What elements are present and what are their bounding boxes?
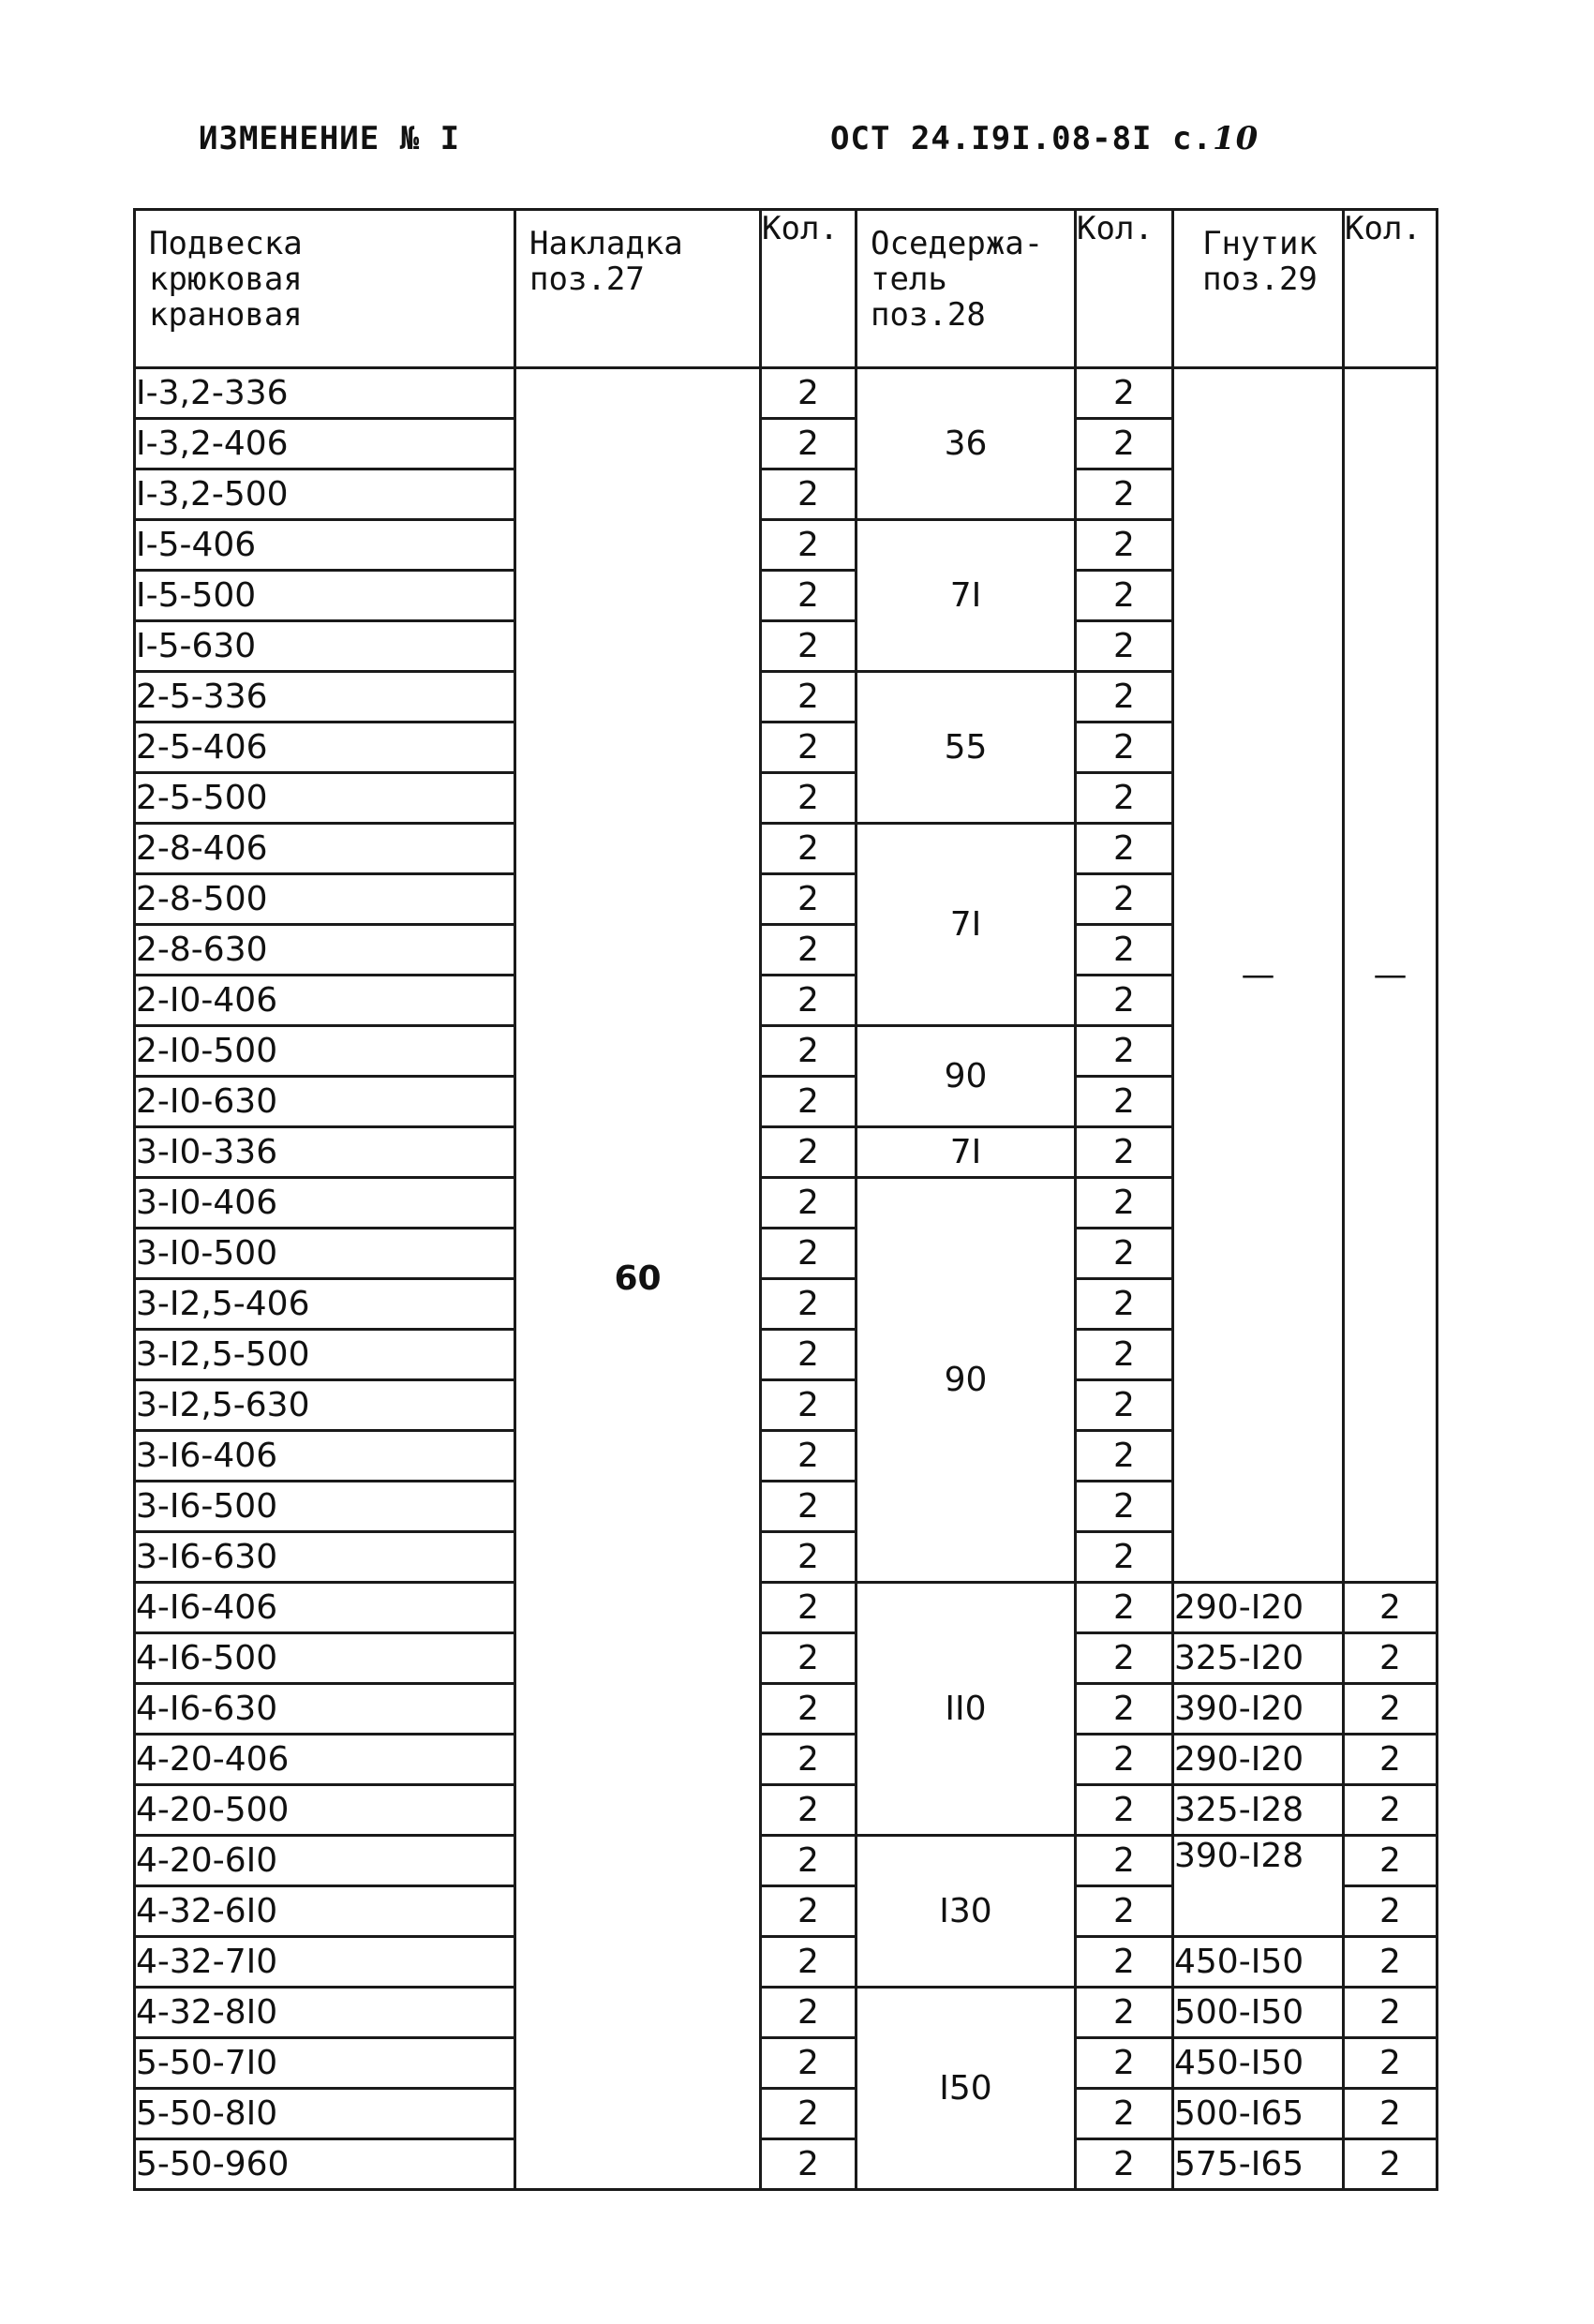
- axle-holder-qty: 2: [1076, 1684, 1173, 1735]
- axle-holder-value: 7I: [857, 520, 1076, 672]
- table-body: [135, 368, 1438, 2190]
- axle-holder-qty: 2: [1076, 1229, 1173, 1279]
- table-row: [135, 1735, 1438, 1785]
- col-header-plate: Накладка поз.27: [515, 210, 761, 368]
- suspension-designation: 3-I2,5-500: [135, 1330, 515, 1380]
- axle-holder-qty: 2: [1076, 773, 1173, 824]
- bent-part-value: 325-I28: [1173, 1785, 1344, 1836]
- standard-code: ОСТ 24.I9I.08-8I с.: [830, 120, 1213, 157]
- axle-holder-qty: 2: [1076, 1937, 1173, 1988]
- plate-qty: 2: [761, 2139, 857, 2190]
- bent-part-value: 325-I20: [1173, 1633, 1344, 1684]
- suspension-designation: 4-32-8I0: [135, 1988, 515, 2038]
- plate-qty: 2: [761, 1482, 857, 1532]
- plate-qty: 2: [761, 419, 857, 469]
- axle-holder-value: 55: [857, 672, 1076, 824]
- axle-holder-qty: 2: [1076, 419, 1173, 469]
- axle-holder-value: 90: [857, 1178, 1076, 1583]
- bent-part-qty: 2: [1344, 1684, 1438, 1735]
- plate-qty: 2: [761, 469, 857, 520]
- table-row: [135, 1785, 1438, 1836]
- bent-part-qty: 2: [1344, 1937, 1438, 1988]
- suspension-designation: 4-20-6I0: [135, 1836, 515, 1886]
- document-header-change: ИЗМЕНЕНИЕ № I: [199, 120, 461, 157]
- plate-qty: 2: [761, 1633, 857, 1684]
- plate-qty: 2: [761, 723, 857, 773]
- axle-holder-qty: 2: [1076, 1735, 1173, 1785]
- plate-qty: 2: [761, 1988, 857, 2038]
- bent-part-qty: 2: [1344, 1988, 1438, 2038]
- table-header-row: [135, 210, 1438, 368]
- plate-qty: 2: [761, 1279, 857, 1330]
- suspension-designation: 3-I0-336: [135, 1127, 515, 1178]
- col-header-qty-1: Кол.: [761, 210, 857, 368]
- axle-holder-qty: 2: [1076, 2038, 1173, 2089]
- plate-qty: 2: [761, 520, 857, 571]
- suspension-designation: 5-50-8I0: [135, 2089, 515, 2139]
- suspension-designation: 4-I6-500: [135, 1633, 515, 1684]
- axle-holder-qty: 2: [1076, 621, 1173, 672]
- plate-qty: 2: [761, 1380, 857, 1431]
- plate-qty: 2: [761, 1532, 857, 1583]
- axle-holder-qty: 2: [1076, 368, 1173, 419]
- bent-part-dash: —: [1173, 368, 1344, 1583]
- plate-qty: 2: [761, 824, 857, 874]
- suspension-designation: 3-I6-406: [135, 1431, 515, 1482]
- col-header-axle-holder: Оседержа- тель поз.28: [857, 210, 1076, 368]
- bent-part-qty-dash: —: [1344, 368, 1438, 1583]
- bent-part-qty: 2: [1344, 1633, 1438, 1684]
- plate-qty: 2: [761, 1229, 857, 1279]
- bent-part-qty: 2: [1344, 2089, 1438, 2139]
- document-header-standard: [830, 120, 1259, 157]
- suspension-designation: 2-5-336: [135, 672, 515, 723]
- plate-qty: 2: [761, 2038, 857, 2089]
- bent-part-value: 390-I20: [1173, 1684, 1344, 1735]
- col-header-qty-2: Кол.: [1076, 210, 1173, 368]
- plate-qty: 2: [761, 1583, 857, 1633]
- suspension-designation: 4-32-6I0: [135, 1886, 515, 1937]
- bent-part-value: 450-I50: [1173, 2038, 1344, 2089]
- suspension-designation: 2-I0-630: [135, 1077, 515, 1127]
- plate-qty: 2: [761, 773, 857, 824]
- plate-value: 60: [515, 368, 761, 2190]
- plate-qty: 2: [761, 1836, 857, 1886]
- bent-part-value: 500-I65: [1173, 2089, 1344, 2139]
- axle-holder-qty: 2: [1076, 925, 1173, 976]
- axle-holder-qty: 2: [1076, 1886, 1173, 1937]
- table-row: [135, 2139, 1438, 2190]
- suspension-designation: 3-I0-406: [135, 1178, 515, 1229]
- axle-holder-qty: 2: [1076, 1330, 1173, 1380]
- suspension-designation: I-5-500: [135, 571, 515, 621]
- axle-holder-qty: 2: [1076, 1077, 1173, 1127]
- bent-part-value: 575-I65: [1173, 2139, 1344, 2190]
- plate-qty: 2: [761, 1077, 857, 1127]
- axle-holder-qty: 2: [1076, 2089, 1173, 2139]
- table-row: [135, 1633, 1438, 1684]
- table-row: [135, 1836, 1438, 1886]
- bent-part-qty: 2: [1344, 1836, 1438, 1886]
- parts-table: [133, 208, 1438, 2191]
- axle-holder-value: I30: [857, 1836, 1076, 1988]
- suspension-designation: 3-I6-630: [135, 1532, 515, 1583]
- suspension-designation: 2-8-406: [135, 824, 515, 874]
- plate-qty: 2: [761, 1330, 857, 1380]
- bent-part-qty: 2: [1344, 2038, 1438, 2089]
- bent-part-value: 500-I50: [1173, 1988, 1344, 2038]
- col-header-bent-part: Гнутик поз.29: [1173, 210, 1344, 368]
- suspension-designation: 2-5-500: [135, 773, 515, 824]
- axle-holder-value: 7I: [857, 824, 1076, 1026]
- axle-holder-value: 36: [857, 368, 1076, 520]
- axle-holder-qty: 2: [1076, 1178, 1173, 1229]
- axle-holder-qty: 2: [1076, 672, 1173, 723]
- col-header-qty-3: Кол.: [1344, 210, 1438, 368]
- plate-qty: 2: [761, 874, 857, 925]
- axle-holder-qty: 2: [1076, 1279, 1173, 1330]
- bent-part-value: 290-I20: [1173, 1735, 1344, 1785]
- plate-qty: 2: [761, 621, 857, 672]
- plate-qty: 2: [761, 1684, 857, 1735]
- axle-holder-qty: 2: [1076, 1026, 1173, 1077]
- axle-holder-qty: 2: [1076, 1583, 1173, 1633]
- axle-holder-qty: 2: [1076, 520, 1173, 571]
- axle-holder-qty: 2: [1076, 1431, 1173, 1482]
- suspension-designation: 2-5-406: [135, 723, 515, 773]
- bent-part-value: 290-I20: [1173, 1583, 1344, 1633]
- table-row: [135, 2038, 1438, 2089]
- plate-qty: 2: [761, 1785, 857, 1836]
- axle-holder-value: 7I: [857, 1127, 1076, 1178]
- axle-holder-qty: 2: [1076, 1836, 1173, 1886]
- axle-holder-qty: 2: [1076, 2139, 1173, 2190]
- axle-holder-qty: 2: [1076, 723, 1173, 773]
- col-header-hook-suspension: Подвеска крюковая крановая: [135, 210, 515, 368]
- suspension-designation: 2-8-500: [135, 874, 515, 925]
- suspension-designation: 3-I2,5-630: [135, 1380, 515, 1431]
- axle-holder-qty: 2: [1076, 1380, 1173, 1431]
- plate-qty: 2: [761, 925, 857, 976]
- suspension-designation: 2-I0-500: [135, 1026, 515, 1077]
- bent-part-value: 390-I28: [1173, 1836, 1344, 1937]
- table-row: [135, 1583, 1438, 1633]
- suspension-designation: 5-50-7I0: [135, 2038, 515, 2089]
- suspension-designation: 3-I6-500: [135, 1482, 515, 1532]
- suspension-designation: I-5-630: [135, 621, 515, 672]
- plate-qty: 2: [761, 976, 857, 1026]
- plate-qty: 2: [761, 571, 857, 621]
- axle-holder-qty: 2: [1076, 1532, 1173, 1583]
- table-row: [135, 1684, 1438, 1735]
- axle-holder-value: II0: [857, 1583, 1076, 1836]
- axle-holder-qty: 2: [1076, 1988, 1173, 2038]
- suspension-designation: 2-8-630: [135, 925, 515, 976]
- bent-part-qty: 2: [1344, 1583, 1438, 1633]
- table-row: [135, 1988, 1438, 2038]
- axle-holder-value: I50: [857, 1988, 1076, 2190]
- suspension-designation: 4-20-406: [135, 1735, 515, 1785]
- table-row: [135, 1937, 1438, 1988]
- suspension-designation: I-3,2-406: [135, 419, 515, 469]
- suspension-designation: I-3,2-500: [135, 469, 515, 520]
- axle-holder-qty: 2: [1076, 571, 1173, 621]
- plate-qty: 2: [761, 1127, 857, 1178]
- axle-holder-qty: 2: [1076, 976, 1173, 1026]
- bent-part-qty: 2: [1344, 2139, 1438, 2190]
- table-row: [135, 368, 1438, 419]
- plate-qty: 2: [761, 1026, 857, 1077]
- page-number: 10: [1212, 120, 1259, 157]
- suspension-designation: 3-I0-500: [135, 1229, 515, 1279]
- axle-holder-value: 90: [857, 1026, 1076, 1127]
- axle-holder-qty: 2: [1076, 1785, 1173, 1836]
- plate-qty: 2: [761, 1886, 857, 1937]
- suspension-designation: 4-I6-406: [135, 1583, 515, 1633]
- axle-holder-qty: 2: [1076, 1482, 1173, 1532]
- suspension-designation: 2-I0-406: [135, 976, 515, 1026]
- plate-qty: 2: [761, 1735, 857, 1785]
- axle-holder-qty: 2: [1076, 1633, 1173, 1684]
- axle-holder-qty: 2: [1076, 824, 1173, 874]
- plate-qty: 2: [761, 1178, 857, 1229]
- bent-part-value: 450-I50: [1173, 1937, 1344, 1988]
- suspension-designation: 4-20-500: [135, 1785, 515, 1836]
- plate-qty: 2: [761, 2089, 857, 2139]
- plate-qty: 2: [761, 1937, 857, 1988]
- table-row: [135, 2089, 1438, 2139]
- suspension-designation: I-3,2-336: [135, 368, 515, 419]
- axle-holder-qty: 2: [1076, 1127, 1173, 1178]
- plate-qty: 2: [761, 672, 857, 723]
- suspension-designation: 4-32-7I0: [135, 1937, 515, 1988]
- suspension-designation: 3-I2,5-406: [135, 1279, 515, 1330]
- suspension-designation: 5-50-960: [135, 2139, 515, 2190]
- suspension-designation: 4-I6-630: [135, 1684, 515, 1735]
- bent-part-qty: 2: [1344, 1735, 1438, 1785]
- bent-part-qty: 2: [1344, 1785, 1438, 1836]
- plate-qty: 2: [761, 368, 857, 419]
- bent-part-qty: 2: [1344, 1886, 1438, 1937]
- plate-qty: 2: [761, 1431, 857, 1482]
- axle-holder-qty: 2: [1076, 469, 1173, 520]
- axle-holder-qty: 2: [1076, 874, 1173, 925]
- suspension-designation: I-5-406: [135, 520, 515, 571]
